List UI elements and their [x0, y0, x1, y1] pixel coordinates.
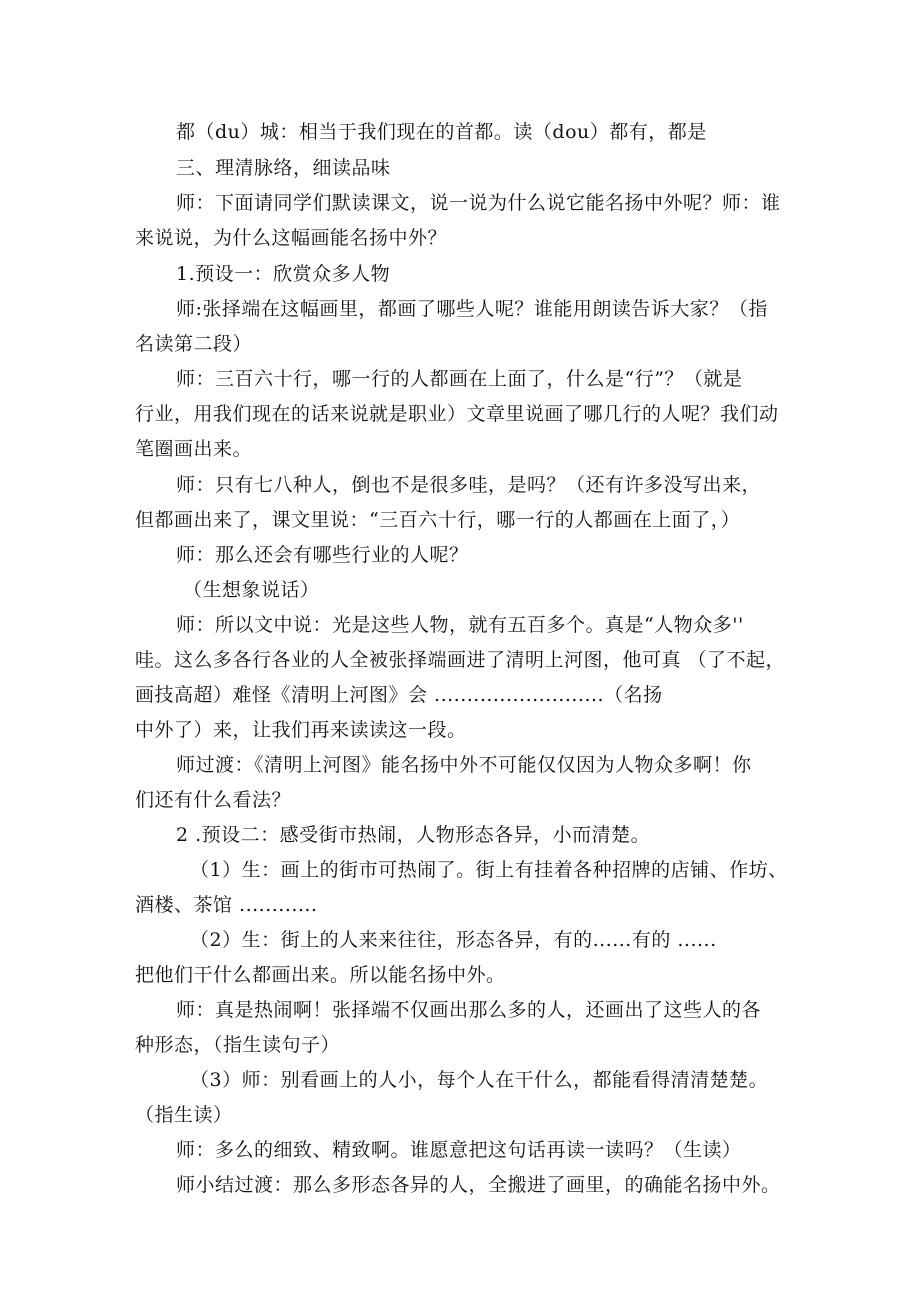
text-line: 哇。这么多各行各业的人全被张择端画进了清明上河图，他可真 （了不起， [135, 649, 786, 671]
text-line: 行业，用我们现在的话来说就是职业）文章里说画了哪几行的人呢？我们动 [135, 403, 779, 425]
text-line: 名读第二段） [135, 333, 253, 355]
text-line: （指生读） [135, 1104, 233, 1126]
text-line: 笔圈画出来。 [135, 438, 253, 460]
text-line: 师：所以文中说：光是这些人物，就有五百多个。真是“人物众多'' [176, 614, 744, 636]
text-line: 中外了）来，让我们再来读读这一段。 [135, 719, 467, 741]
text-line: 画技高超）难怪《清明上河图》会 ..........................（名扬 [135, 684, 663, 706]
subheading: 2 .预设二：感受街市热闹，人物形态各异，小而清楚。 [176, 824, 651, 846]
text-line: 种形态，（指生读句子） [135, 1034, 341, 1056]
text-line: 师：多么的细致、精致啊。谁愿意把这句话再读一读吗？（生读） [176, 1139, 742, 1161]
text-line: （1）生：画上的街市可热闹了。街上有挂着各种招牌的店铺、作坊、 [190, 859, 788, 881]
text-line: 师过渡：《清明上河图》能名扬中外不可能仅仅因为人物众多啊！你 [176, 754, 752, 776]
subheading: 1.预设一：欣赏众多人物 [176, 263, 391, 285]
text-line: 但都画出来了，课文里说：“三百六十行，哪一行的人都画在上面了，） [135, 509, 741, 531]
text-line: 师：那么还会有哪些行业的人呢？ [176, 544, 469, 566]
text-line: 师:张择端在这幅画里，都画了哪些人呢？谁能用朗读告诉大家？（指 [176, 298, 768, 320]
text-line: 来说说，为什么这幅画能名扬中外？ [135, 227, 448, 249]
text-line: 们还有什么看法？ [135, 789, 292, 811]
text-line: 都（du）城：相当于我们现在的首都。读（dou）都有，都是 [176, 121, 707, 143]
text-line: 师小结过渡：那么多形态各异的人，全搬进了画里，的确能名扬中外。 [176, 1174, 781, 1196]
text-line: 酒楼、茶馆 ............ [135, 894, 318, 916]
text-line: 把他们干什么都画出来。所以能名扬中外。 [135, 964, 506, 986]
text-line: （3）师：别看画上的人小，每个人在干什么，都能看得清清楚楚。 [190, 1069, 769, 1091]
text-line: 师：下面请同学们默读课文，说一说为什么说它能名扬中外呢？师：谁 [176, 192, 781, 214]
text-line: （2）生：街上的人来来往往，形态各异，有的......有的 ...... [190, 929, 717, 951]
text-line: 师：真是热闹啊！张择端不仅画出那么多的人，还画出了这些人的各 [176, 999, 762, 1021]
section-heading: 三、理清脉络，细读品味 [176, 157, 391, 179]
text-line: （生想象说话） [183, 579, 320, 601]
text-line: 师：只有七八种人，倒也不是很多哇，是吗？（还有许多没写出来， [176, 474, 762, 496]
text-line: 师：三百六十行，哪一行的人都画在上面了，什么是“行”？（就是 [176, 368, 743, 390]
